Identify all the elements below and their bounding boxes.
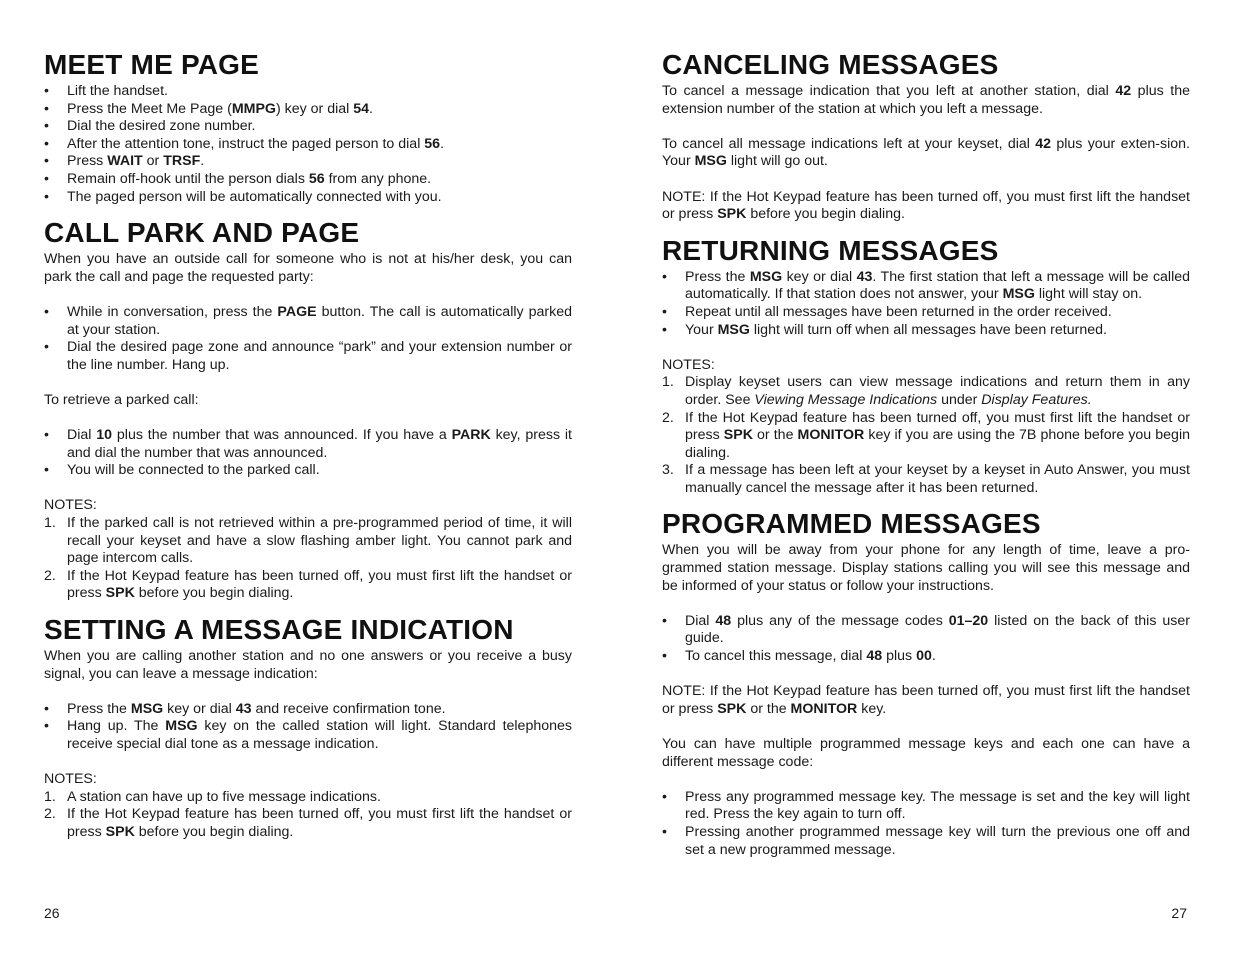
list-item: • Press WAIT or TRSF. <box>44 153 205 170</box>
returning-notes-label: NOTES: <box>662 356 715 373</box>
list-item: • The paged person will be automatically connected with you. <box>44 188 442 205</box>
bullet-icon: • <box>662 648 667 665</box>
set-msg-notes-label: NOTES: <box>44 771 97 788</box>
bullet-icon: • <box>44 100 49 117</box>
note-number: 2. <box>44 806 56 823</box>
bullet-icon: • <box>662 823 667 840</box>
list-item: • Hang up. The MSG key on the called station will light. Standard telephones receive special dial tone as a message indication. <box>44 718 572 752</box>
note-item: 1. If the parked call is not retrieved within a pre-programmed period of time, it will recall your keyset and have a slow flashing amber light. You cannot park and page intercom calls. <box>44 515 572 567</box>
list-item: • Repeat until all messages have been returned in the order received. <box>662 303 1112 320</box>
bullet-icon: • <box>662 321 667 338</box>
bullet-icon: • <box>662 268 667 285</box>
list-item: • While in conversation, press the PAGE button. The call is automatically parked at your station. <box>44 303 572 338</box>
bullet-icon: • <box>44 153 49 170</box>
list-item: • Press any programmed message key. The message is set and the key will light red. Press the key again to turn off. <box>662 788 1190 823</box>
bullet-icon: • <box>662 303 667 320</box>
bullet-icon: • <box>662 612 667 629</box>
list-item: • Dial the desired zone number. <box>44 118 256 135</box>
call-park-intro: When you have an outside call for someone who is not at his/her desk, you can park the call and page the requested party: <box>44 251 572 285</box>
returning-steps <box>662 269 1190 339</box>
list-item: • Remain off-hook until the person dials 56 from any phone. <box>44 170 432 187</box>
heading-programmed-messages: PROGRAMMED MESSAGES <box>662 508 1041 540</box>
list-item: • Press the MSG key or dial 43 and receive confirmation tone. <box>44 700 446 717</box>
programmed-multi-steps <box>662 789 1190 859</box>
list-item: • Dial 48 plus any of the message codes 01–20 listed on the back of this user guide. <box>662 612 1190 647</box>
programmed-intro: When you will be away from your phone for any length of time, leave a pro-grammed station message. Display stations calling you will see this message and be informed of your status or follow your instructions. <box>662 542 1190 594</box>
note-item: 2. If the Hot Keypad feature has been turned off, you must first lift the handset or press SPK or the MONITOR key if you are using the 7B phone before you begin dialing. <box>662 409 1190 461</box>
list-item: • Press the MSG key or dial 43. The first station that left a message will be called automatically. If that station does not answer, your MSG light will stay on. <box>662 268 1191 303</box>
list-item: • Your MSG light will turn off when all messages have been returned. <box>662 321 1107 338</box>
list-item: • Lift the handset. <box>44 83 168 99</box>
heading-meet-me-page: MEET ME PAGE <box>44 49 260 80</box>
note-number: 1. <box>44 788 56 805</box>
retrieve-parked-call-label: To retrieve a parked call: <box>44 391 199 408</box>
note-number: 1. <box>662 374 674 391</box>
list-item: • Press the Meet Me Page (MMPG) key or dial 54. <box>44 100 373 117</box>
call-park-steps <box>44 304 572 374</box>
bullet-icon: • <box>44 700 49 717</box>
page-number-left: 26 <box>44 905 60 921</box>
bullet-icon: • <box>44 188 49 205</box>
bullet-icon: • <box>44 170 49 187</box>
programmed-multi-intro: You can have multiple programmed message keys and each one can have a different message code: <box>662 736 1190 770</box>
call-park-notes-label: NOTES: <box>44 497 97 514</box>
list-item: • Pressing another programmed message key will turn the previous one off and set a new programmed message. <box>662 823 1190 858</box>
cancel-note: NOTE: If the Hot Keypad feature has been turned off, you must first lift the handset or press SPK before you begin dialing. <box>662 188 1190 223</box>
list-item: • Dial 10 plus the number that was announced. If you have a PARK key, press it and dial the number that was announced. <box>44 427 572 461</box>
note-item: 3. If a message has been left at your keyset by a keyset in Auto Answer, you must manually cancel the message after it has been returned. <box>662 462 1190 496</box>
retrieve-steps <box>44 427 572 480</box>
set-msg-steps <box>44 701 572 754</box>
page-number-right: 27 <box>1171 905 1187 921</box>
heading-canceling-messages: CANCELING MESSAGES <box>662 49 999 80</box>
cancel-paragraph-2: To cancel all message indications left at your keyset, dial 42 plus your exten-sion. Your MSG light will go out. <box>662 135 1190 170</box>
cancel-paragraph-1: To cancel a message indication that you left at another station, dial 42 plus the extension number of the station at which you left a message. <box>662 83 1190 117</box>
list-item: • To cancel this message, dial 48 plus 00. <box>662 648 936 665</box>
note-item: 2. If the Hot Keypad feature has been turned off, you must first lift the handset or press SPK before you begin dialing. <box>44 806 572 840</box>
note-number: 2. <box>44 567 56 584</box>
heading-setting-a-message-indication: SETTING A MESSAGE INDICATION <box>44 614 514 646</box>
bullet-icon: • <box>44 135 49 152</box>
bullet-icon: • <box>662 788 667 805</box>
note-number: 3. <box>662 462 674 479</box>
bullet-icon: • <box>44 118 49 135</box>
returning-notes <box>662 374 1190 497</box>
left-page <box>44 48 572 842</box>
set-msg-notes <box>44 789 572 842</box>
note-item: 1. Display keyset users can view message indications and return them in any order. See Viewing Message Indications under Display Features. <box>662 374 1190 408</box>
note-item: 1. A station can have up to five message indications. <box>44 788 381 805</box>
note-number: 1. <box>44 515 56 532</box>
bullet-icon: • <box>44 83 49 99</box>
bullet-icon: • <box>44 427 49 444</box>
note-number: 2. <box>662 409 674 426</box>
meet-me-steps <box>44 83 572 206</box>
list-item: • Dial the desired page zone and announce “park” and your extension number or the line number. Hang up. <box>44 339 572 373</box>
bullet-icon: • <box>44 339 49 356</box>
set-msg-intro: When you are calling another station and no one answers or you receive a busy signal, you can leave a message indication: <box>44 648 572 682</box>
heading-call-park-and-page: CALL PARK AND PAGE <box>44 217 360 249</box>
bullet-icon: • <box>44 462 49 479</box>
programmed-note: NOTE: If the Hot Keypad feature has been turned off, you must first lift the handset or press SPK or the MONITOR key. <box>662 683 1190 717</box>
right-page <box>662 48 1190 859</box>
note-item: 2. If the Hot Keypad feature has been turned off, you must first lift the handset or press SPK before you begin dialing. <box>44 567 572 602</box>
call-park-notes <box>44 515 572 603</box>
list-item: • You will be connected to the parked call. <box>44 462 320 479</box>
bullet-icon: • <box>44 303 49 320</box>
programmed-steps <box>662 613 1190 666</box>
bullet-icon: • <box>44 718 49 735</box>
heading-returning-messages: RETURNING MESSAGES <box>662 234 999 266</box>
list-item: • After the attention tone, instruct the paged person to dial 56. <box>44 135 445 152</box>
